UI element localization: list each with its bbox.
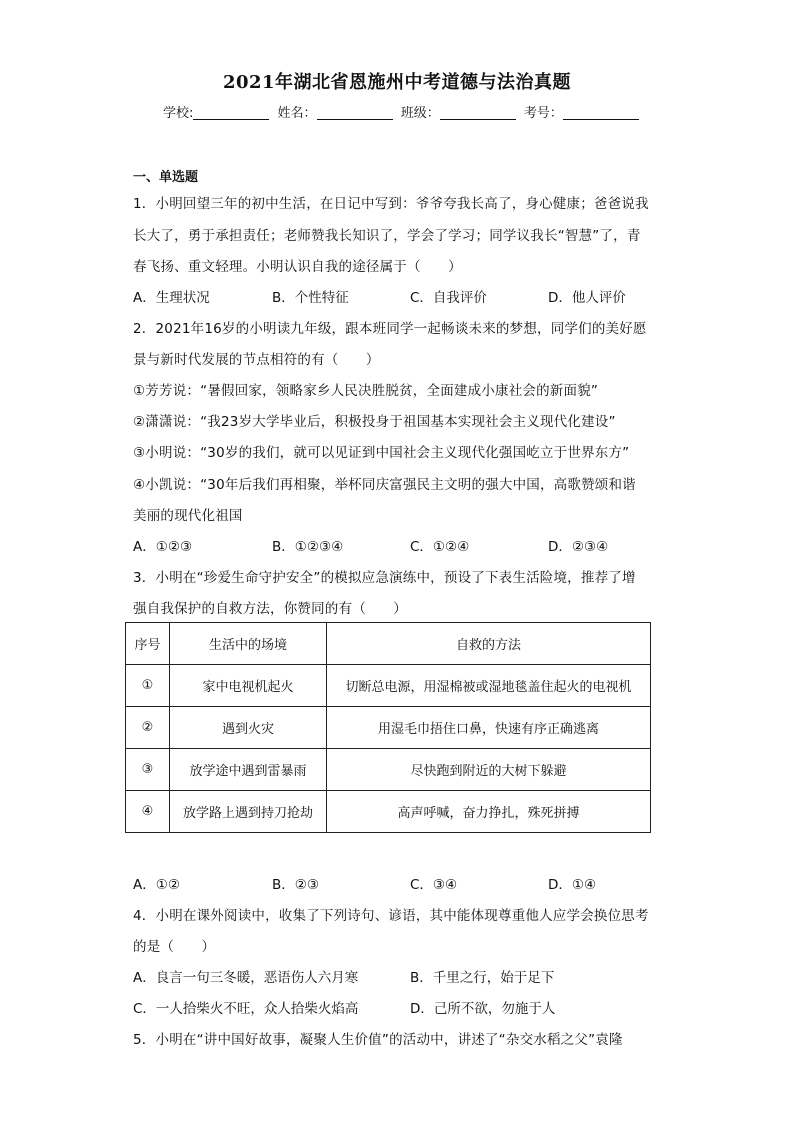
question-line: ②潇潇说：“我23岁大学毕业后，积极投身于祖国基本实现社会主义现代化建设” [133,414,616,430]
option-b[interactable]: B．①②③④ [272,539,344,555]
question-line: ①芳芳说：“暑假回家，领略家乡人民决胜脱贫，全面建成小康社会的新面貌” [133,383,599,399]
question-line: ③小明说：“30岁的我们，就可以见证到中国社会主义现代化强国屹立于世界东方” [133,445,630,461]
table-cell: 切断总电源，用湿棉被或湿地毯盖住起火的电视机 [327,665,651,707]
option-d[interactable]: D．②③④ [548,539,609,555]
option-d[interactable]: D．他人评价 [548,290,626,306]
question-line: 4．小明在课外阅读中，收集了下列诗句、谚语，其中能体现尊重他人应学会换位思考 [133,908,649,924]
table-cell: 放学途中遇到雷暴雨 [170,749,327,791]
option-d[interactable]: D．①④ [548,877,597,893]
table-cell: ② [126,707,170,749]
question-line: 5．小明在“讲中国好故事，凝聚人生价值”的活动中，讲述了“杂交水稻之父”袁隆 [133,1032,623,1048]
class-blank[interactable] [440,105,516,120]
option-d[interactable]: D．己所不欲，勿施于人 [410,1001,556,1017]
table-cell: 高声呼喊，奋力挣扎，殊死拼搏 [327,791,651,833]
table-cell: 放学路上遇到持刀抢劫 [170,791,327,833]
question-line: 1．小明回望三年的初中生活，在日记中写到：爷爷夸我长高了，身心健康；爸爸说我 [133,196,649,212]
student-info-row [163,102,643,121]
option-a[interactable]: A．①② [133,877,180,893]
option-c[interactable]: C．①②④ [410,539,470,555]
table-cell: 遇到火灾 [170,707,327,749]
name-blank[interactable] [317,105,393,120]
option-c[interactable]: C．一人拾柴火不旺，众人拾柴火焰高 [133,1001,359,1017]
table-cell: ④ [126,791,170,833]
option-b[interactable]: B．②③ [272,877,319,893]
table-cell: 家中电视机起火 [170,665,327,707]
table-header: 生活中的场境 [170,623,327,665]
question-line: 的是（ ） [133,939,216,955]
question-line: 3．小明在“珍爱生命守护安全”的模拟应急演练中，预设了下表生活险境，推荐了增 [133,570,636,586]
question-line: 2．2021年16岁的小明读九年级，跟本班同学一起畅谈未来的梦想，同学们的美好愿 [133,321,647,337]
exam-no-blank[interactable] [563,105,639,120]
option-a[interactable]: A．良言一句三冬暖，恶语伤人六月寒 [133,970,359,986]
page-title: 2021年湖北省恩施州中考道德与法治真题 [222,72,572,93]
exam-no-label: 考号： [523,106,563,121]
table-header-row [126,623,651,665]
section-heading: 一、单选题 [133,170,199,185]
table-header: 序号 [126,623,170,665]
table-row [126,791,651,833]
table-cell: ① [126,665,170,707]
table-cell: 用湿毛巾捂住口鼻，快速有序正确逃离 [327,707,651,749]
self-rescue-table [125,622,651,833]
option-a[interactable]: A．生理状况 [133,290,210,306]
question-line: 景与新时代发展的节点相符的有（ ） [133,352,380,368]
table-row [126,665,651,707]
table-cell: ③ [126,749,170,791]
question-line: 强自我保护的自救方法，你赞同的有（ ） [133,601,407,617]
question-line: 春飞扬、重文轻理。小明认识自我的途径属于（ ） [133,259,462,275]
name-label: 姓名： [277,106,317,121]
option-b[interactable]: B．千里之行，始于足下 [410,970,555,986]
option-b[interactable]: B．个性特征 [272,290,349,306]
class-label: 班级： [400,106,440,121]
school-blank[interactable] [193,105,269,120]
option-c[interactable]: C．③④ [410,877,458,893]
option-a[interactable]: A．①②③ [133,539,193,555]
table-cell: 尽快跑到附近的大树下躲避 [327,749,651,791]
option-c[interactable]: C．自我评价 [410,290,487,306]
question-line: 长大了，勇于承担责任；老师赞我长知识了，学会了学习；同学议我长“智慧”了，青 [133,228,641,244]
question-line: 美丽的现代化祖国 [133,508,243,524]
table-row [126,707,651,749]
question-line: ④小凯说：“30年后我们再相聚，举杯同庆富强民主文明的强大中国，高歌赞颂和谐 [133,477,636,493]
table-row [126,749,651,791]
school-label: 学校: [163,106,194,121]
table-header: 自救的方法 [327,623,651,665]
